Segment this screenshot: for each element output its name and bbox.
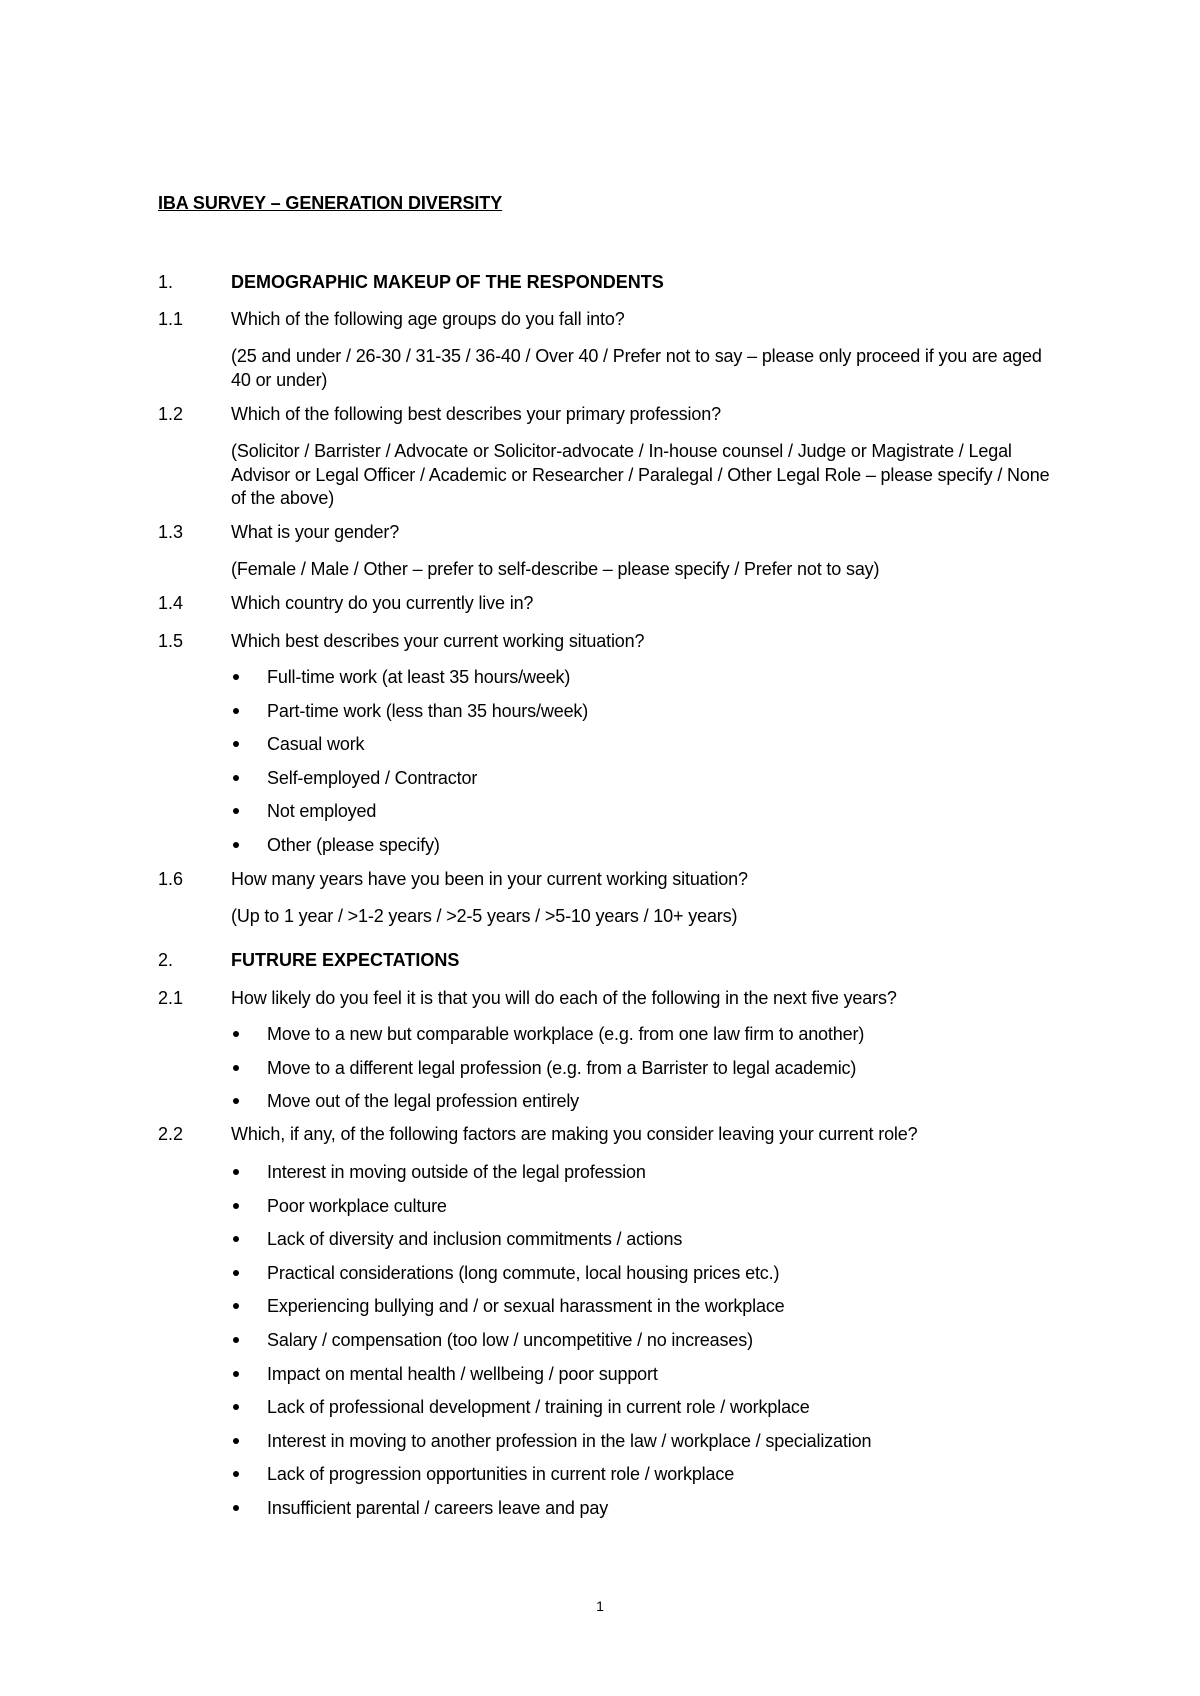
bullet-icon	[233, 741, 239, 747]
bullet-icon	[233, 1404, 239, 1410]
list-item: Casual work	[231, 733, 588, 767]
bullet-icon	[233, 674, 239, 680]
page-number: 1	[596, 1598, 604, 1614]
bullet-icon	[233, 1438, 239, 1444]
list-item: Practical considerations (long commute, local housing prices etc.)	[231, 1262, 871, 1296]
list-item: Poor workplace culture	[231, 1195, 871, 1229]
bullet-icon	[233, 1169, 239, 1175]
section-title: DEMOGRAPHIC MAKEUP OF THE RESPONDENTS	[231, 272, 664, 292]
bullet-icon	[233, 1471, 239, 1477]
list-item: Interest in moving to another profession in the law / workplace / specialization	[231, 1430, 871, 1464]
list-item: Experiencing bullying and / or sexual harassment in the workplace	[231, 1295, 871, 1329]
question-number: 1.1	[158, 309, 184, 329]
list-item: Lack of professional development / training in current role / workplace	[231, 1396, 871, 1430]
bullet-icon	[233, 775, 239, 781]
bullet-list	[231, 666, 588, 868]
bullet-icon	[233, 1098, 239, 1104]
question-number: 1.4	[158, 593, 184, 613]
list-item: Interest in moving outside of the legal profession	[231, 1161, 871, 1195]
section-title: FUTRURE EXPECTATIONS	[231, 950, 460, 970]
question-number: 2.2	[158, 1124, 184, 1144]
question-text: Which of the following best describes your primary profession?	[231, 404, 721, 424]
question-text: Which best describes your current working situation?	[231, 631, 645, 651]
question-number: 1.6	[158, 869, 184, 889]
list-item: Move out of the legal profession entirely	[231, 1090, 864, 1124]
section-number: 2.	[158, 950, 174, 970]
list-item: Full-time work (at least 35 hours/week)	[231, 666, 588, 700]
list-item: Self-employed / Contractor	[231, 767, 588, 801]
answer-options: (Female / Male / Other – prefer to self-describe – please specify / Prefer not to say)	[231, 559, 880, 579]
answer-options: (25 and under / 26-30 / 31-35 / 36-40 / Over 40 / Prefer not to say – please only proceed if you are aged 40 or under)	[231, 346, 1042, 390]
answer-options: (Solicitor / Barrister / Advocate or Solicitor-advocate / In-house counsel / Judge or Magistrate / Legal Advisor or Legal Officer / Academic or Researcher / Paralegal / Other Legal Role – please specify / None of the above)	[231, 441, 1050, 508]
bullet-icon	[233, 708, 239, 714]
bullet-icon	[233, 1203, 239, 1209]
question-number: 1.5	[158, 631, 184, 651]
document-title: IBA SURVEY – GENERATION DIVERSITY	[158, 193, 503, 213]
bullet-list	[231, 1023, 864, 1124]
question-text: Which country do you currently live in?	[231, 593, 534, 613]
bullet-icon	[233, 842, 239, 848]
list-item: Lack of progression opportunities in current role / workplace	[231, 1463, 871, 1497]
question-number: 1.3	[158, 522, 184, 542]
list-item: Part-time work (less than 35 hours/week)	[231, 700, 588, 734]
question-text: How likely do you feel it is that you will do each of the following in the next five years?	[231, 988, 897, 1008]
answer-options: (Up to 1 year / >1-2 years / >2-5 years / >5-10 years / 10+ years)	[231, 906, 738, 926]
question-text: What is your gender?	[231, 522, 400, 542]
bullet-icon	[233, 808, 239, 814]
list-item: Salary / compensation (too low / uncompetitive / no increases)	[231, 1329, 871, 1363]
list-item: Impact on mental health / wellbeing / poor support	[231, 1363, 871, 1397]
question-number: 2.1	[158, 988, 184, 1008]
bullet-list	[231, 1161, 871, 1531]
bullet-icon	[233, 1236, 239, 1242]
bullet-icon	[233, 1371, 239, 1377]
list-item: Insufficient parental / careers leave and pay	[231, 1497, 871, 1531]
bullet-icon	[233, 1505, 239, 1511]
bullet-icon	[233, 1337, 239, 1343]
list-item: Other (please specify)	[231, 834, 588, 868]
bullet-icon	[233, 1303, 239, 1309]
list-item: Move to a new but comparable workplace (e.g. from one law firm to another)	[231, 1023, 864, 1057]
bullet-icon	[233, 1031, 239, 1037]
list-item: Not employed	[231, 800, 588, 834]
question-text: Which of the following age groups do you fall into?	[231, 309, 625, 329]
bullet-icon	[233, 1065, 239, 1071]
list-item: Move to a different legal profession (e.g. from a Barrister to legal academic)	[231, 1057, 864, 1091]
question-number: 1.2	[158, 404, 184, 424]
bullet-icon	[233, 1270, 239, 1276]
section-number: 1.	[158, 272, 174, 292]
question-text: Which, if any, of the following factors are making you consider leaving your current role?	[231, 1124, 918, 1144]
list-item: Lack of diversity and inclusion commitments / actions	[231, 1228, 871, 1262]
question-text: How many years have you been in your current working situation?	[231, 869, 748, 889]
